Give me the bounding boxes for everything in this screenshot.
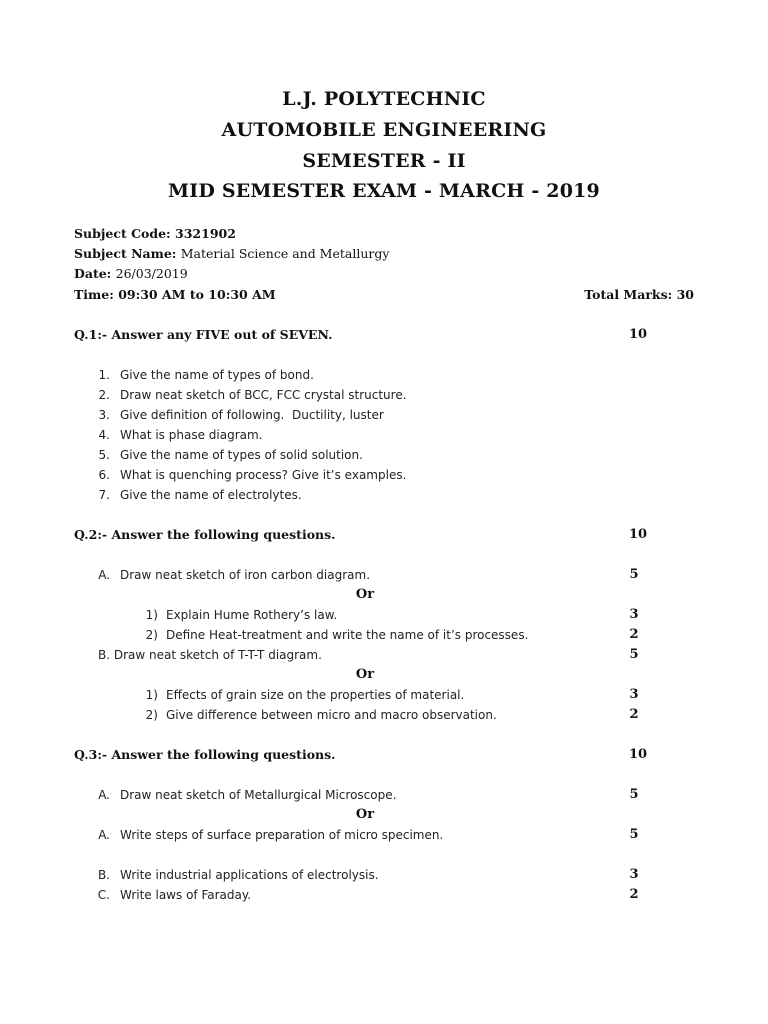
q3-item-label: A. bbox=[98, 828, 110, 842]
date-label: Date: bbox=[74, 266, 112, 281]
time-label: Time: bbox=[74, 287, 114, 302]
q2-marks: 10 bbox=[628, 527, 648, 542]
q2-a-marks: 5 bbox=[629, 567, 639, 582]
or-separator: Or bbox=[355, 667, 375, 682]
q3-item-marks: 3 bbox=[629, 867, 639, 882]
item-number: 3. bbox=[98, 408, 110, 422]
item-text: Draw neat sketch of BCC, FCC crystal structure. bbox=[120, 388, 407, 402]
sub-item-marks: 2 bbox=[629, 627, 639, 642]
sub-item-number: 2) bbox=[145, 628, 158, 642]
date-value: 26/03/2019 bbox=[115, 266, 188, 281]
subject-code-value: 3321902 bbox=[175, 226, 236, 241]
q3-item-marks: 5 bbox=[629, 827, 639, 842]
item-number: 7. bbox=[98, 488, 110, 502]
item-text: What is phase diagram. bbox=[120, 428, 263, 442]
sub-item-text: Effects of grain size on the properties of material. bbox=[166, 688, 465, 702]
item-number: 2. bbox=[98, 388, 110, 402]
item-text: Give the name of electrolytes. bbox=[120, 488, 302, 502]
subject-name bbox=[74, 246, 389, 261]
q3-item-text: Draw neat sketch of Metallurgical Microscope. bbox=[120, 788, 397, 802]
sub-item-text: Explain Hume Rothery’s law. bbox=[166, 608, 338, 622]
sub-item-number: 1) bbox=[145, 608, 158, 622]
item-text: Give the name of types of solid solution. bbox=[120, 448, 363, 462]
q2-b-marks: 5 bbox=[629, 647, 639, 662]
semester-title: SEMESTER - II bbox=[302, 150, 466, 172]
or-separator: Or bbox=[355, 587, 375, 602]
q3-marks: 10 bbox=[628, 747, 648, 762]
item-number: 5. bbox=[98, 448, 110, 462]
sub-item-marks: 2 bbox=[629, 707, 639, 722]
exam-title: MID SEMESTER EXAM - MARCH - 2019 bbox=[168, 180, 600, 202]
item-number: 1. bbox=[98, 368, 110, 382]
sub-item-text: Give difference between micro and macro observation. bbox=[166, 708, 497, 722]
subject-name-value: Material Science and Metallurgy bbox=[180, 246, 390, 261]
department-title: AUTOMOBILE ENGINEERING bbox=[221, 119, 547, 141]
subject-code bbox=[74, 226, 236, 241]
item-number: 4. bbox=[98, 428, 110, 442]
time-value: 09:30 AM to 10:30 AM bbox=[118, 287, 276, 302]
q2-a-text: Draw neat sketch of iron carbon diagram. bbox=[120, 568, 371, 582]
q3-item-label: C. bbox=[97, 888, 110, 902]
item-text: What is quenching process? Give it’s examples. bbox=[120, 468, 407, 482]
q3-heading: Q.3:- Answer the following questions. bbox=[74, 747, 336, 762]
subject-code-label: Subject Code: bbox=[74, 226, 171, 241]
institute-title: L.J. POLYTECHNIC bbox=[282, 88, 486, 110]
q3-item-marks: 2 bbox=[629, 887, 639, 902]
or-separator: Or bbox=[355, 807, 375, 822]
q2-a-label: A. bbox=[98, 568, 110, 582]
item-text: Give the name of types of bond. bbox=[120, 368, 314, 382]
exam-time bbox=[74, 287, 276, 302]
total-marks: Total Marks: 30 bbox=[584, 287, 694, 302]
sub-item-number: 2) bbox=[145, 708, 158, 722]
sub-item-text: Define Heat-treatment and write the name of it’s processes. bbox=[166, 628, 529, 642]
q2-heading: Q.2:- Answer the following questions. bbox=[74, 527, 336, 542]
q1-heading: Q.1:- Answer any FIVE out of SEVEN. bbox=[74, 327, 333, 342]
subject-name-label: Subject Name: bbox=[74, 246, 177, 261]
exam-date bbox=[74, 266, 188, 281]
q3-item-text: Write industrial applications of electrolysis. bbox=[120, 868, 379, 882]
sub-item-number: 1) bbox=[145, 688, 158, 702]
q3-item-label: A. bbox=[98, 788, 110, 802]
item-number: 6. bbox=[98, 468, 110, 482]
sub-item-marks: 3 bbox=[629, 607, 639, 622]
q3-item-marks: 5 bbox=[629, 787, 639, 802]
q3-item-text: Write steps of surface preparation of micro specimen. bbox=[120, 828, 444, 842]
q3-item-text: Write laws of Faraday. bbox=[120, 888, 252, 902]
item-text: Give definition of following. Ductility, luster bbox=[120, 408, 384, 422]
q3-item-label: B. bbox=[97, 868, 110, 882]
q1-marks: 10 bbox=[628, 327, 648, 342]
sub-item-marks: 3 bbox=[629, 687, 639, 702]
q2-b-text: B. Draw neat sketch of T-T-T diagram. bbox=[98, 648, 322, 662]
